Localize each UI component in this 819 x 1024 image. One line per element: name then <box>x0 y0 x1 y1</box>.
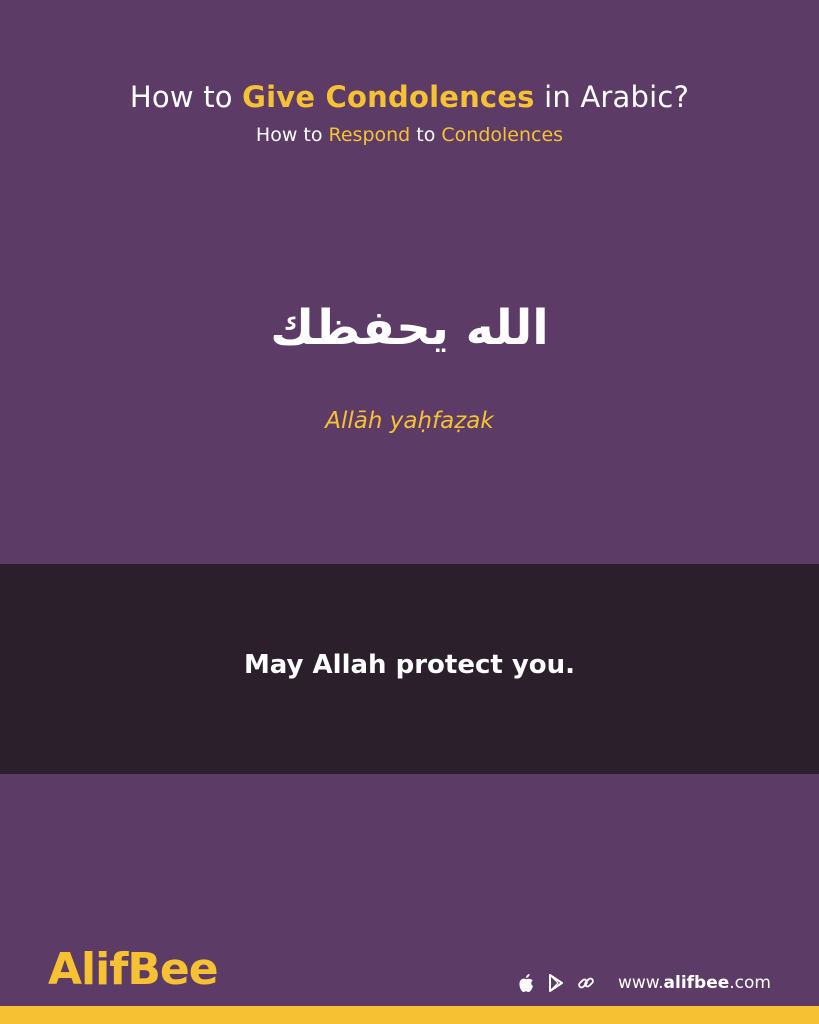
subtitle-middle: to <box>410 124 442 146</box>
page-title <box>0 80 819 114</box>
url-domain: alifbee <box>663 973 730 993</box>
subtitle-highlight-respond: Respond <box>328 124 411 146</box>
url-prefix: www. <box>617 973 664 993</box>
page-subtitle <box>0 124 819 146</box>
subtitle-highlight-condolences: Condolences <box>441 124 564 146</box>
url-suffix: .com <box>729 973 771 993</box>
website-link[interactable] <box>618 973 771 993</box>
title-prefix: How to <box>129 80 243 114</box>
link-icon[interactable] <box>576 973 596 993</box>
translation-text: May Allah protect you. <box>243 650 576 680</box>
arabic-phrase: الله يحفظك <box>270 300 549 356</box>
title-highlight: Give Condolences <box>242 80 535 114</box>
footer-links <box>516 970 771 996</box>
bottom-accent-bar <box>0 1006 819 1024</box>
alifbee-logo: AlifBee <box>48 944 218 995</box>
play-store-icon[interactable] <box>546 973 566 993</box>
subtitle-prefix: How to <box>255 124 329 146</box>
apple-icon[interactable] <box>516 973 536 993</box>
title-suffix: in Arabic? <box>534 80 690 114</box>
transliteration: Allāh yaḥfaẓak <box>325 408 494 434</box>
